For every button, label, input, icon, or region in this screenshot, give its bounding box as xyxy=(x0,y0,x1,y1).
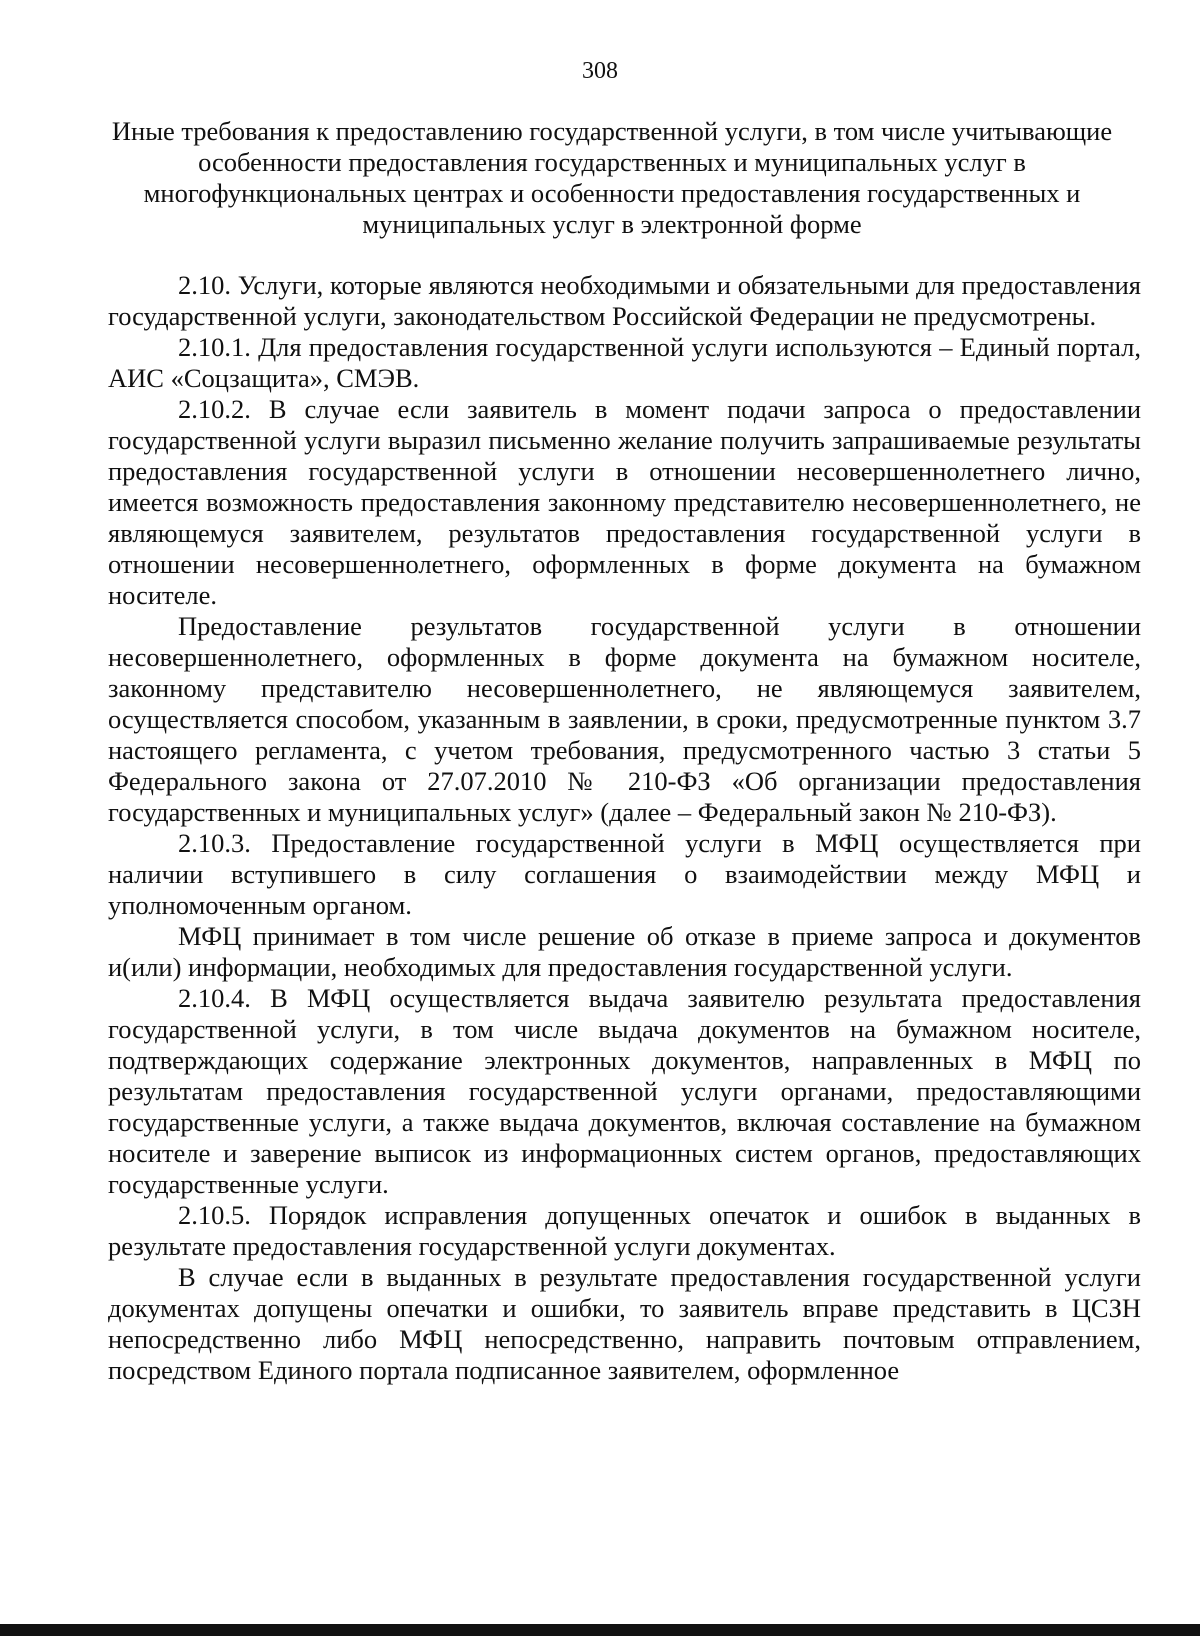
paragraph-2-10-3: 2.10.3. Предоставление государственной услуги в МФЦ осуществляется при наличии вступившего в силу соглашения о взаимодействии между МФЦ и уполномоченным органом. xyxy=(108,828,1141,920)
scan-edge-bar xyxy=(0,1624,1200,1636)
paragraph-2-10-1: 2.10.1. Для предоставления государственной услуги используются – Единый портал, АИС «Соцзащита», СМЭВ. xyxy=(108,332,1141,393)
paragraph-results-delivery: Предоставление результатов государственной услуги в отношении несовершеннолетнего, оформленных в форме документа на бумажном носителе, законному представителю несовершеннолетнего, не являющемуся заявителем, осуществляется способом, указанным в заявлении, в сроки, предусмотренные пунктом 3.7 настоящего регламента, с учетом требования, предусмотренного частью 3 статьи 5 Федерального закона от 27.07.2010 № 210-ФЗ «Об организации предоставления государственных и муниципальных услуг» (далее – Федеральный закон № 210-ФЗ). xyxy=(108,611,1141,827)
page-number: 308 xyxy=(582,58,618,84)
paragraph-2-10-4: 2.10.4. В МФЦ осуществляется выдача заявителю результата предоставления государственной услуги, в том числе выдача документов на бумажном носителе, подтверждающих содержание электронных документов, направленных в МФЦ по результатам предоставления государственной услуги органами, предоставляющими государственные услуги, а также выдача документов, включая составление на бумажном носителе и заверение выписок из информационных систем органов, предоставляющих государственные услуги. xyxy=(108,983,1141,1199)
paragraph-mfc-refusal: МФЦ принимает в том числе решение об отказе в приеме запроса и документов и(или) информации, необходимых для предоставления государственной услуги. xyxy=(108,921,1141,982)
paragraph-2-10-5: 2.10.5. Порядок исправления допущенных опечаток и ошибок в выданных в результате предоставления государственной услуги документах. xyxy=(108,1200,1141,1261)
paragraph-errors-correction: В случае если в выданных в результате предоставления государственной услуги документах допущены опечатки и ошибки, то заявитель вправе представить в ЦСЗН непосредственно либо МФЦ непосредственно, направить почтовым отправлением, посредством Единого портала подписанное заявителем, оформленное xyxy=(108,1262,1141,1385)
section-heading: Иные требования к предоставлению государственной услуги, в том числе учитывающие особенности предоставления государственных и муниципальных услуг в многофункциональных центрах и особенности предоставления государственных и муниципальных услуг в электронной форме xyxy=(111,116,1113,239)
document-body xyxy=(108,270,1141,1386)
paragraph-2-10-2: 2.10.2. В случае если заявитель в момент подачи запроса о предоставлении государственной услуги выразил письменно желание получить запрашиваемые результаты предоставления государственной услуги в отношении несовершеннолетнего лично, имеется возможность предоставления законному представителю несовершеннолетнего, не являющемуся заявителем, результатов предоставления государственной услуги в отношении несовершеннолетнего, оформленных в форме документа на бумажном носителе. xyxy=(108,394,1141,610)
paragraph-2-10: 2.10. Услуги, которые являются необходимыми и обязательными для предоставления государственной услуги, законодательством Российской Федерации не предусмотрены. xyxy=(108,270,1141,331)
